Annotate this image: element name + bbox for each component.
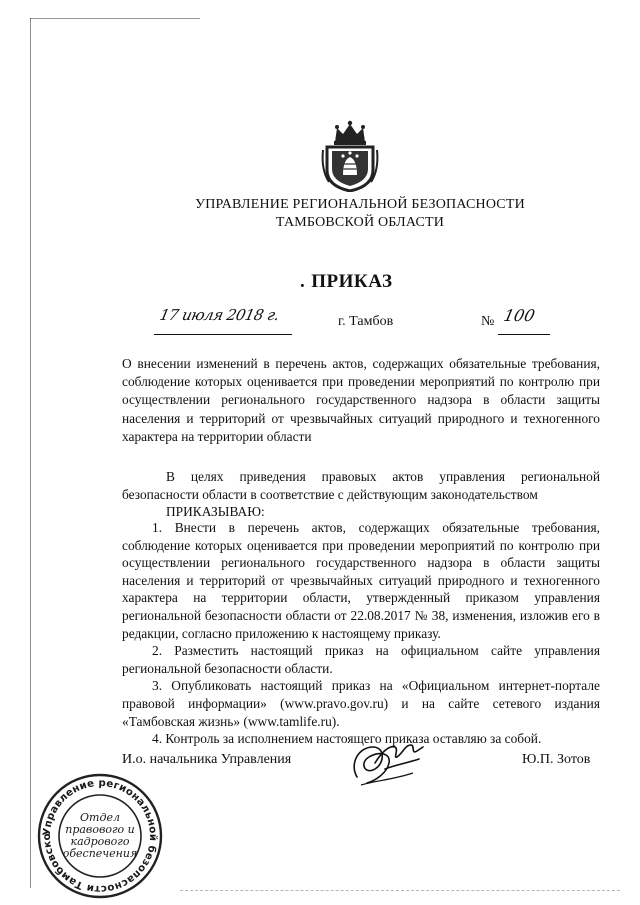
city-label: г. Тамбов [338, 314, 394, 329]
stamp-line-1: Отдел [80, 811, 120, 824]
number-label: № [481, 314, 495, 329]
org-name-line-2: ТАМБОВСКОЙ ОБЛАСТИ [275, 215, 445, 230]
document-type-heading: . ПРИКАЗ [300, 271, 393, 292]
order-item-4: 4. Контроль за исполнением настоящего приказа оставляю за собой. [152, 731, 542, 747]
order-item-1: 1. Внести в перечень актов, содержащих обязательные требования, соблюдение которых оценивается при проведении мероприятий по контролю при осуществлении регионального государственного надзора в области защиты населения и территорий от чрезвычайных ситуаций природного и техногенного характера на территории области, утвержденный приказом управления региональной безопасности области от 22.08.2017 № 38, изменения, изложив его в редакции, согласно приложению к настоящему приказу. [122, 520, 600, 641]
signatory-position: И.о. начальника Управления [122, 752, 292, 767]
order-item-2: 2. Разместить настоящий приказ на официальном сайте управления региональной безопасности области. [122, 643, 600, 676]
stamp-line-2: правового и [65, 823, 135, 836]
signatory-name: Ю.П. Зотов [522, 752, 591, 767]
stamp-line-4: обеспечения [62, 847, 138, 860]
preamble-text: В целях приведения правовых актов управления региональной безопасности области в соответствие с действующим законодательством [122, 469, 600, 502]
preamble [122, 468, 600, 521]
handwritten-number: 100 [501, 306, 537, 325]
date-field [154, 306, 292, 335]
order-item-3: 3. Опубликовать настоящий приказ на «Официальном интернет-портале правовой информации» (www.pravo.gov.ru) и на сайте сетевого издания «Тамбовская жизнь» (www.tamlife.ru). [122, 678, 600, 729]
stamp-center [36, 772, 164, 900]
scan-edge-left [30, 18, 31, 888]
order-items [122, 519, 600, 748]
stamp [36, 772, 164, 900]
handwritten-date: 17 июля 2018 г. [158, 306, 281, 324]
scan-edge-bottom [180, 890, 620, 891]
number-field [498, 306, 550, 335]
signature-icon [345, 733, 425, 791]
scan-edge-top [30, 18, 200, 19]
coat-of-arms-icon [321, 120, 379, 192]
document-type-text: ПРИКАЗ [311, 271, 393, 292]
order-word: ПРИКАЗЫВАЮ: [166, 504, 265, 520]
org-name-line-1: УПРАВЛЕНИЕ РЕГИОНАЛЬНОЙ БЕЗОПАСНОСТИ [195, 197, 525, 212]
stamp-ring-text: Управление региональной безопасности Тамбовско [41, 777, 159, 895]
stamp-line-3: кадрового [70, 835, 130, 848]
document-title: О внесении изменений в перечень актов, содержащих обязательные требования, соблюдение которых оценивается при проведении мероприятий по контролю при осуществлении регионального государственного надзора в области защиты населения и территорий от чрезвычайных ситуаций природного и техногенного характера на территории области [122, 356, 600, 444]
